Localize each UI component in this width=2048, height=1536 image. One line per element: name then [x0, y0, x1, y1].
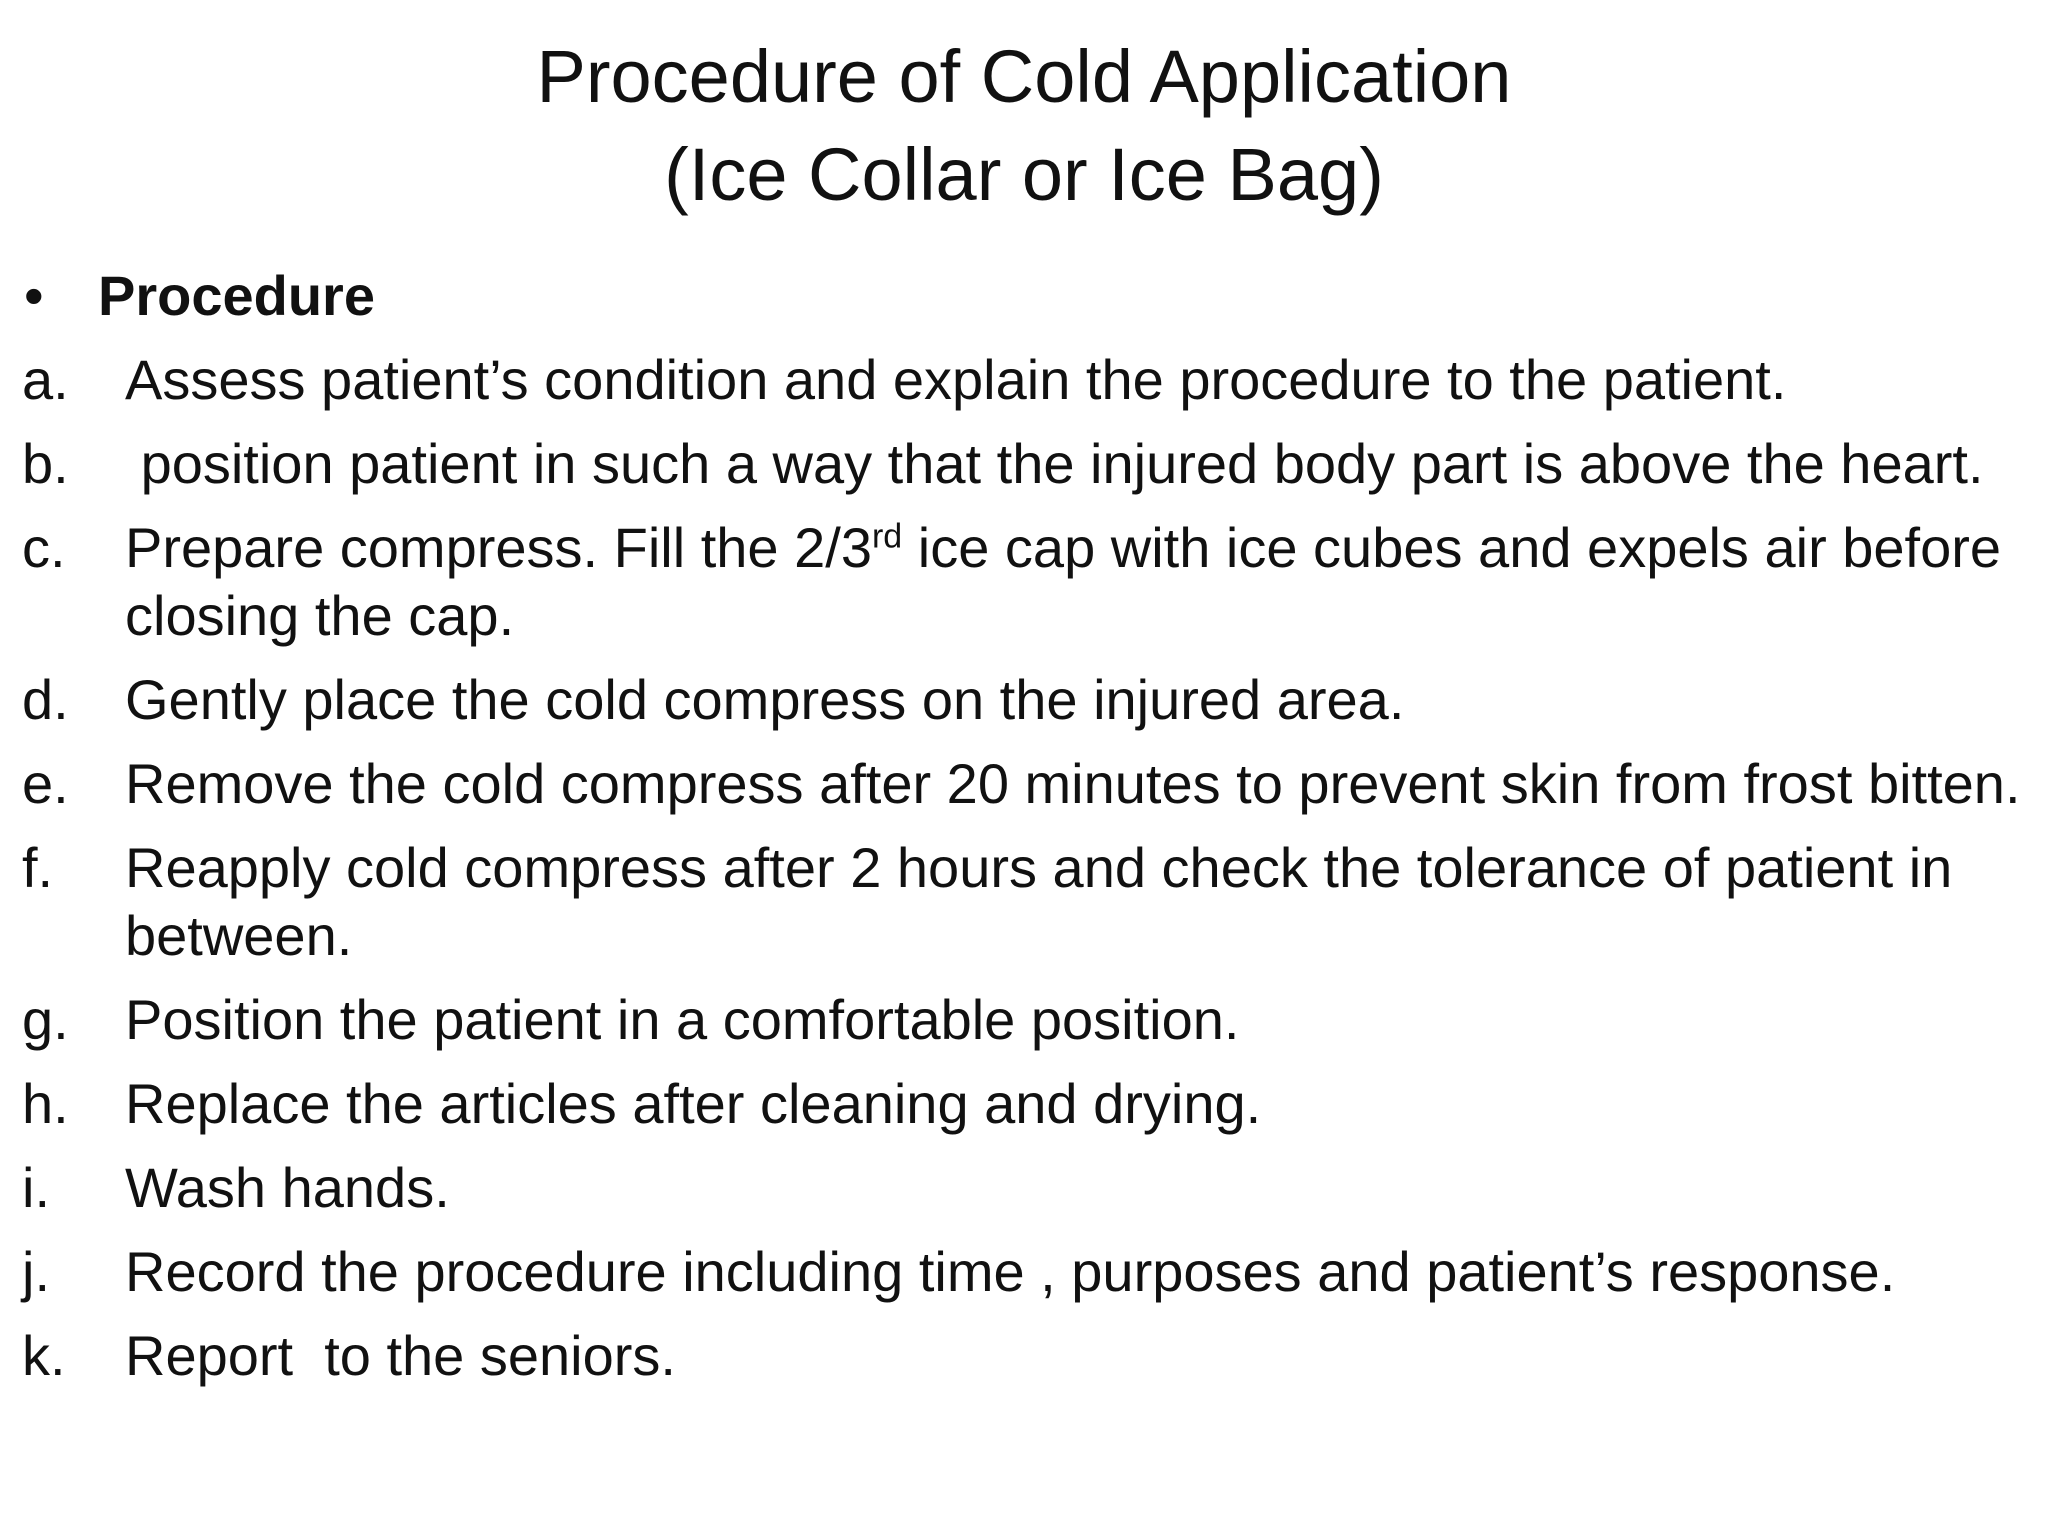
list-marker: e. — [22, 752, 69, 815]
bullet-icon: • — [24, 264, 44, 327]
list-item-text-part: Prepare compress. Fill the 2/3 — [125, 516, 872, 579]
list-item — [0, 750, 2048, 818]
slide-title — [0, 28, 2048, 224]
list-item — [0, 666, 2048, 734]
title-line-2: (Ice Collar or Ice Bag) — [664, 133, 1384, 216]
list-marker: f. — [22, 836, 54, 899]
list-item-text: Record the procedure including time , purposes and patient’s response. — [125, 1240, 1896, 1303]
list-item — [0, 1070, 2048, 1138]
list-item-text: position patient in such a way that the injured body part is above the heart. — [125, 432, 1984, 495]
list-marker: j. — [22, 1240, 50, 1303]
list-item — [0, 430, 2048, 498]
list-marker: h. — [22, 1072, 69, 1135]
section-heading: Procedure — [98, 264, 375, 327]
list-item — [0, 1154, 2048, 1222]
list-item-text: Position the patient in a comfortable position. — [125, 988, 1240, 1051]
list-marker: a. — [22, 348, 69, 411]
list-item — [0, 514, 2048, 650]
list-marker: c. — [22, 516, 66, 579]
list-marker: b. — [22, 432, 69, 495]
list-item-text-part: ice cap with ice cubes and expels air before closing the cap. — [125, 516, 2002, 647]
list-marker: g. — [22, 988, 69, 1051]
list-marker: i. — [22, 1156, 50, 1219]
list-item-text: Wash hands. — [125, 1156, 450, 1219]
list-item-text: Report to the seniors. — [125, 1324, 676, 1387]
list-item — [0, 986, 2048, 1054]
list-marker: d. — [22, 668, 69, 731]
slide-body — [0, 262, 2048, 1406]
title-line-1: Procedure of Cold Application — [536, 35, 1512, 118]
section-heading-row — [0, 262, 2048, 346]
list-item — [0, 1238, 2048, 1306]
superscript-ordinal: rd — [871, 517, 903, 556]
list-item-text: Assess patient’s condition and explain the procedure to the patient. — [125, 348, 1787, 411]
list-item-text: Reapply cold compress after 2 hours and check the tolerance of patient in between. — [125, 836, 1953, 967]
list-item-text: Replace the articles after cleaning and drying. — [125, 1072, 1262, 1135]
list-item — [0, 834, 2048, 970]
list-item — [0, 1322, 2048, 1390]
list-marker: k. — [22, 1324, 66, 1387]
list-item — [0, 346, 2048, 414]
list-item-text — [125, 514, 2038, 650]
list-item-text: Gently place the cold compress on the injured area. — [125, 668, 1405, 731]
list-item-text: Remove the cold compress after 20 minutes to prevent skin from frost bitten. — [125, 752, 2021, 815]
